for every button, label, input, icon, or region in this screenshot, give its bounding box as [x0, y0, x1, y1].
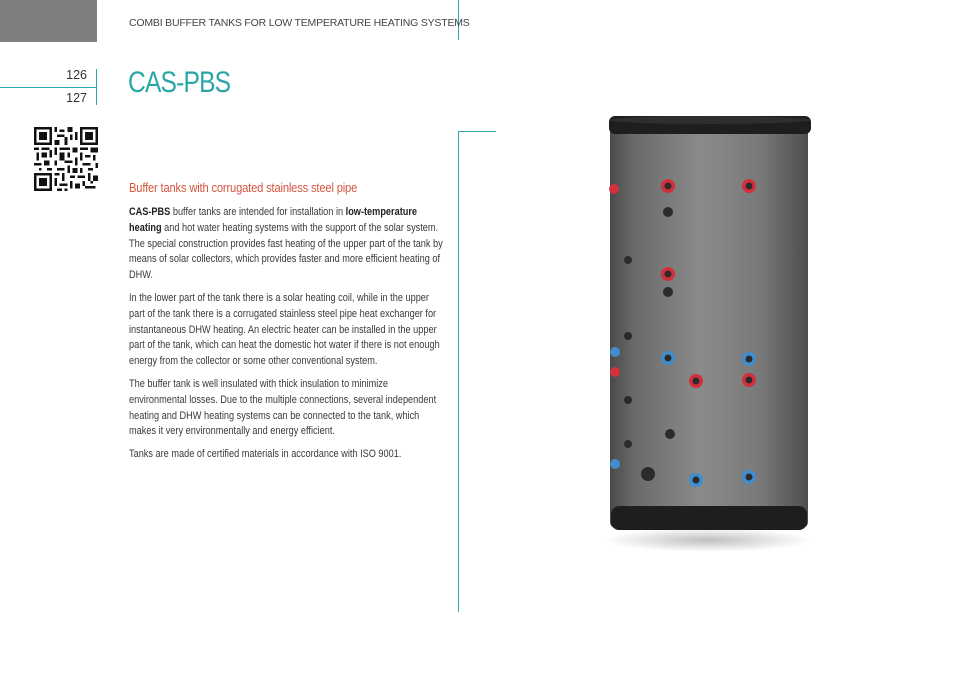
description-paragraph-3: The buffer tank is well insulated with thick insulation to minimize environmental losses. Due to the multiple connections, several independent heating and DHW heating systems can be connected to the tank, which makes it very environmentally and energy efficient.	[129, 377, 437, 438]
description-p1-bold: low-temperature heating	[129, 206, 418, 234]
page-number-divider	[0, 87, 97, 88]
product-name-inline: CAS-PBS	[129, 206, 171, 218]
description-paragraph-1	[129, 205, 445, 284]
buffer-tank-image	[600, 108, 822, 558]
page-number-right: 127	[66, 91, 87, 105]
description-paragraph-4: Tanks are made of certified materials in accordance with ISO 9001.	[129, 448, 402, 461]
product-subtitle: Buffer tanks with corrugated stainless steel pipe	[129, 180, 358, 195]
product-title: CAS-PBS	[128, 66, 231, 99]
qr-code-icon[interactable]	[34, 127, 98, 191]
page-number-vertical-line	[96, 69, 97, 105]
running-header: COMBI BUFFER TANKS FOR LOW TEMPERATURE HEATING SYSTEMS	[129, 17, 470, 29]
column-divider-line	[458, 132, 459, 612]
description-p1-part1: buffer tanks are intended for installation in	[170, 206, 346, 218]
description-paragraph-2: In the lower part of the tank there is a solar heating coil, while in the upper part of the tank there is a corrugated stainless steel pipe heat exchanger for instantaneous DHW heating. An electric heater can be installed in the upper part of the tank, which can heat the domestic hot water if there is not enough energy from the collector or some other conventional system.	[129, 291, 440, 368]
description-p1-part2: and hot water heating systems with the support of the solar system. The special construction provides fast heating of the upper part of the tank by means of solar collectors, which provides faster and more efficient heating of DHW.	[129, 221, 443, 282]
page-number-left: 126	[66, 68, 87, 82]
description-text	[129, 205, 445, 470]
column-divider-horizontal	[458, 131, 496, 132]
header-gray-tab	[0, 0, 97, 42]
